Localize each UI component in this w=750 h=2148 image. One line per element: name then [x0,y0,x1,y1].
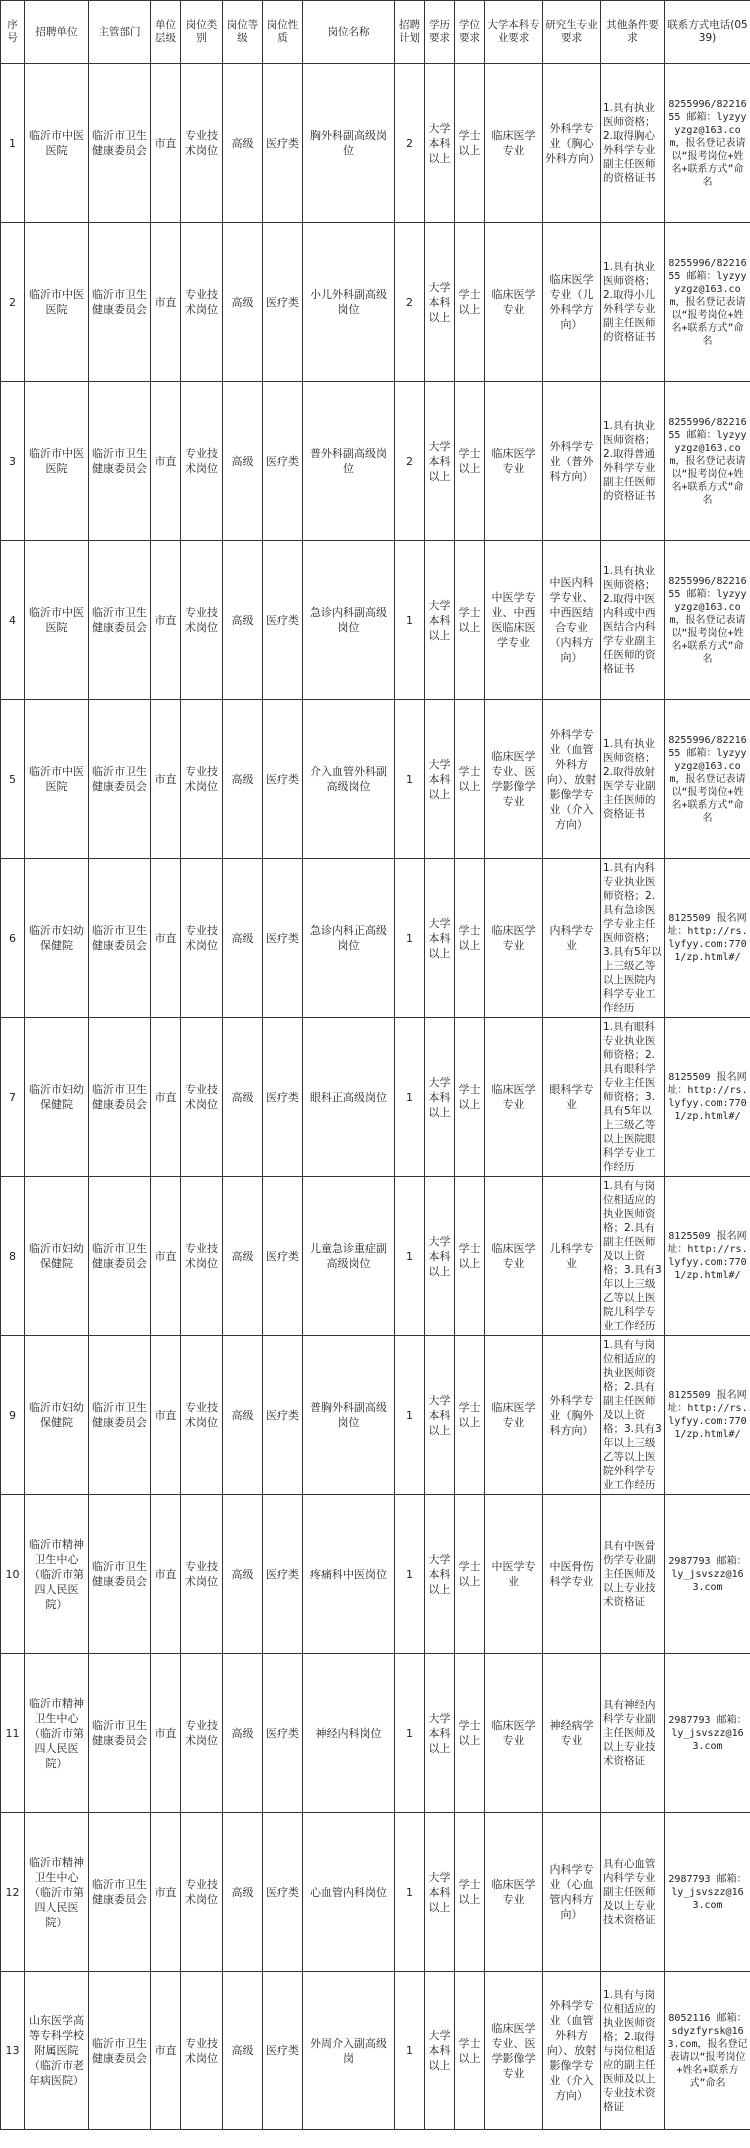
unit-level-cell: 市直 [151,700,181,859]
other-requirements-cell: 1.具有执业医师资格；2.取得普通外科学专业副主任医师的资格证书 [601,382,665,541]
post-nature-cell: 医疗类 [263,541,303,700]
serial-number-cell: 7 [1,1018,25,1177]
graduate-major-cell: 内科学专业（心血管内科方向） [543,1813,601,1972]
unit-level-cell: 市直 [151,1654,181,1813]
other-requirements-cell: 1.具有眼科专业执业医师资格；2.具有眼科学专业主任医师资格；3.具有5年以上三级乙等以上医院眼科学专业工作经历 [601,1018,665,1177]
education-req-cell: 大学本科以上 [425,1813,455,1972]
contact-info-cell: 8255996/8221655 邮箱：lyzyyyzgz@163.com，报名登记表请以“报考岗位+姓名+联系方式”命名 [665,541,750,700]
education-req-cell: 大学本科以上 [425,1018,455,1177]
other-requirements-cell: 1.具有与岗位相适应的执业医师资格；2.具有副主任医师及以上资格；3.具有3年以上三级乙等以上医院儿科学专业工作经历 [601,1177,665,1336]
column-header: 学历要求 [425,1,455,64]
column-header: 联系方式电话(0539) [665,1,750,64]
post-category-cell: 专业技术岗位 [181,1495,223,1654]
post-grade-cell: 高级 [223,700,263,859]
hiring-count-cell: 2 [395,223,425,382]
degree-req-cell: 学士以上 [455,1972,485,2130]
education-req-cell: 大学本科以上 [425,64,455,223]
graduate-major-cell: 外科学专业（血管外科方向）、放射影像学专业（介入方向） [543,1972,601,2130]
table-row [1,1813,750,1972]
post-name-cell: 神经内科岗位 [303,1654,395,1813]
post-grade-cell: 高级 [223,382,263,541]
contact-info-cell: 8052116 邮箱：sdyzfyrsk@163.com，报名登记表请以“报考岗位+姓名+联系方式”命名 [665,1972,750,2130]
hiring-count-cell: 2 [395,382,425,541]
unit-level-cell: 市直 [151,64,181,223]
post-grade-cell: 高级 [223,1336,263,1495]
unit-level-cell: 市直 [151,382,181,541]
serial-number-cell: 4 [1,541,25,700]
post-grade-cell: 高级 [223,64,263,223]
undergrad-major-cell: 临床医学专业 [485,1018,543,1177]
column-header: 岗位类别 [181,1,223,64]
contact-info-cell: 8125509 报名网址：http://rs.lyfyy.com:7701/zp.html#/ [665,859,750,1018]
post-name-cell: 外周介入副高级岗 [303,1972,395,2130]
education-req-cell: 大学本科以上 [425,1654,455,1813]
serial-number-cell: 3 [1,382,25,541]
post-nature-cell: 医疗类 [263,700,303,859]
employer-cell: 临沂市中医医院 [25,223,89,382]
column-header: 其他条件要求 [601,1,665,64]
unit-level-cell: 市直 [151,1813,181,1972]
post-grade-cell: 高级 [223,1018,263,1177]
post-name-cell: 胸外科副高级岗位 [303,64,395,223]
undergrad-major-cell: 临床医学专业、医学影像学专业 [485,1972,543,2130]
degree-req-cell: 学士以上 [455,1495,485,1654]
unit-level-cell: 市直 [151,1972,181,2130]
post-category-cell: 专业技术岗位 [181,1336,223,1495]
serial-number-cell: 6 [1,859,25,1018]
graduate-major-cell: 内科学专业 [543,859,601,1018]
contact-info-cell: 8255996/8221655 邮箱：lyzyyyzgz@163.com，报名登记表请以“报考岗位+姓名+联系方式”命名 [665,382,750,541]
employer-cell: 临沂市妇幼保健院 [25,859,89,1018]
graduate-major-cell: 眼科学专业 [543,1018,601,1177]
degree-req-cell: 学士以上 [455,223,485,382]
table-row [1,223,750,382]
hiring-count-cell: 1 [395,1177,425,1336]
post-name-cell: 心血管内科岗位 [303,1813,395,1972]
column-header: 招聘计划 [395,1,425,64]
table-row [1,1972,750,2130]
contact-info-cell: 8255996/8221655 邮箱：lyzyyyzgz@163.com，报名登记表请以“报考岗位+姓名+联系方式”命名 [665,223,750,382]
graduate-major-cell: 临床医学专业（儿外科学方向） [543,223,601,382]
undergrad-major-cell: 临床医学专业 [485,859,543,1018]
hiring-count-cell: 1 [395,700,425,859]
department-cell: 临沂市卫生健康委员会 [89,1495,151,1654]
serial-number-cell: 8 [1,1177,25,1336]
serial-number-cell: 11 [1,1654,25,1813]
other-requirements-cell: 1.具有与岗位相适应的执业医师资格；2.取得与岗位相适应的副主任医师及以上专业技术资格证 [601,1972,665,2130]
degree-req-cell: 学士以上 [455,859,485,1018]
hiring-count-cell: 2 [395,64,425,223]
table-row [1,1177,750,1336]
post-category-cell: 专业技术岗位 [181,541,223,700]
employer-cell: 山东医学高等专科学校附属医院（临沂市老年病医院） [25,1972,89,2130]
department-cell: 临沂市卫生健康委员会 [89,859,151,1018]
hiring-count-cell: 1 [395,1972,425,2130]
undergrad-major-cell: 中医学专业、中西医临床医学专业 [485,541,543,700]
other-requirements-cell: 1.具有内科专业执业医师资格；2.具有急诊医学专业主任医师资格；3.具有5年以上三级乙等以上医院内科学专业工作经历 [601,859,665,1018]
post-grade-cell: 高级 [223,1495,263,1654]
unit-level-cell: 市直 [151,1336,181,1495]
column-header: 序号 [1,1,25,64]
post-category-cell: 专业技术岗位 [181,382,223,541]
other-requirements-cell: 具有神经内科学专业副主任医师及以上专业技术资格证 [601,1654,665,1813]
post-name-cell: 眼科正高级岗位 [303,1018,395,1177]
serial-number-cell: 2 [1,223,25,382]
serial-number-cell: 10 [1,1495,25,1654]
degree-req-cell: 学士以上 [455,1177,485,1336]
education-req-cell: 大学本科以上 [425,541,455,700]
other-requirements-cell: 1.具有执业医师资格；2.取得小儿外科学专业副主任医师的资格证书 [601,223,665,382]
contact-info-cell: 8125509 报名网址：http://rs.lyfyy.com:7701/zp.html#/ [665,1177,750,1336]
department-cell: 临沂市卫生健康委员会 [89,223,151,382]
department-cell: 临沂市卫生健康委员会 [89,1654,151,1813]
employer-cell: 临沂市中医医院 [25,541,89,700]
employer-cell: 临沂市妇幼保健院 [25,1018,89,1177]
column-header: 主管部门 [89,1,151,64]
post-category-cell: 专业技术岗位 [181,1654,223,1813]
department-cell: 临沂市卫生健康委员会 [89,64,151,223]
post-nature-cell: 医疗类 [263,859,303,1018]
table-row [1,64,750,223]
unit-level-cell: 市直 [151,1177,181,1336]
column-header: 岗位名称 [303,1,395,64]
other-requirements-cell: 1.具有与岗位相适应的执业医师资格；2.具有副主任医师及以上资格；3.具有3年以上三级乙等以上医院外科学专业工作经历 [601,1336,665,1495]
other-requirements-cell: 1.具有执业医师资格；2.取得放射医学专业副主任医师的资格证书 [601,700,665,859]
education-req-cell: 大学本科以上 [425,1336,455,1495]
education-req-cell: 大学本科以上 [425,859,455,1018]
employer-cell: 临沂市精神卫生中心（临沂市第四人民医院） [25,1495,89,1654]
degree-req-cell: 学士以上 [455,1813,485,1972]
serial-number-cell: 12 [1,1813,25,1972]
table-body [1,64,750,2130]
unit-level-cell: 市直 [151,1018,181,1177]
post-name-cell: 普外科副高级岗位 [303,382,395,541]
post-category-cell: 专业技术岗位 [181,700,223,859]
employer-cell: 临沂市妇幼保健院 [25,1177,89,1336]
graduate-major-cell: 儿科学专业 [543,1177,601,1336]
post-category-cell: 专业技术岗位 [181,859,223,1018]
post-category-cell: 专业技术岗位 [181,1813,223,1972]
degree-req-cell: 学士以上 [455,1654,485,1813]
department-cell: 临沂市卫生健康委员会 [89,1177,151,1336]
contact-info-cell: 8125509 报名网址：http://rs.lyfyy.com:7701/zp.html#/ [665,1018,750,1177]
post-grade-cell: 高级 [223,1177,263,1336]
post-category-cell: 专业技术岗位 [181,64,223,223]
post-category-cell: 专业技术岗位 [181,223,223,382]
table-row [1,1336,750,1495]
serial-number-cell: 5 [1,700,25,859]
table-row [1,541,750,700]
employer-cell: 临沂市妇幼保健院 [25,1336,89,1495]
other-requirements-cell: 1.具有执业医师资格；2.取得胸心外科学专业副主任医师的资格证书 [601,64,665,223]
column-header: 岗位性质 [263,1,303,64]
column-header: 学位要求 [455,1,485,64]
serial-number-cell: 13 [1,1972,25,2130]
hiring-count-cell: 1 [395,1654,425,1813]
post-nature-cell: 医疗类 [263,223,303,382]
education-req-cell: 大学本科以上 [425,223,455,382]
undergrad-major-cell: 临床医学专业 [485,223,543,382]
graduate-major-cell: 神经病学专业 [543,1654,601,1813]
unit-level-cell: 市直 [151,859,181,1018]
hiring-count-cell: 1 [395,859,425,1018]
education-req-cell: 大学本科以上 [425,700,455,859]
unit-level-cell: 市直 [151,1495,181,1654]
hiring-count-cell: 1 [395,1336,425,1495]
hiring-count-cell: 1 [395,541,425,700]
contact-info-cell: 2987793 邮箱：ly_jsvszz@163.com [665,1654,750,1813]
table-row [1,1018,750,1177]
post-nature-cell: 医疗类 [263,1336,303,1495]
post-grade-cell: 高级 [223,541,263,700]
post-nature-cell: 医疗类 [263,1018,303,1177]
header-row [1,1,750,64]
table-row [1,700,750,859]
table-row [1,859,750,1018]
column-header: 大学本科专业要求 [485,1,543,64]
contact-info-cell: 8125509 报名网址：http://rs.lyfyy.com:7701/zp.html#/ [665,1336,750,1495]
other-requirements-cell: 具有心血管内科学专业副主任医师及以上专业技术资格证 [601,1813,665,1972]
post-nature-cell: 医疗类 [263,1813,303,1972]
post-name-cell: 急诊内科正高级岗位 [303,859,395,1018]
post-grade-cell: 高级 [223,1654,263,1813]
education-req-cell: 大学本科以上 [425,382,455,541]
contact-info-cell: 8255996/8221655 邮箱：lyzyyyzgz@163.com，报名登记表请以“报考岗位+姓名+联系方式”命名 [665,64,750,223]
graduate-major-cell: 外科学专业（胸心外科方向） [543,64,601,223]
hiring-count-cell: 1 [395,1813,425,1972]
post-nature-cell: 医疗类 [263,64,303,223]
employer-cell: 临沂市精神卫生中心（临沂市第四人民医院） [25,1813,89,1972]
undergrad-major-cell: 临床医学专业 [485,382,543,541]
post-nature-cell: 医疗类 [263,1654,303,1813]
graduate-major-cell: 中医内科学专业、中西医结合专业（内科方向） [543,541,601,700]
contact-info-cell: 2987793 邮箱：ly_jsvszz@163.com [665,1495,750,1654]
department-cell: 临沂市卫生健康委员会 [89,700,151,859]
unit-level-cell: 市直 [151,541,181,700]
serial-number-cell: 9 [1,1336,25,1495]
undergrad-major-cell: 临床医学专业 [485,1813,543,1972]
post-name-cell: 急诊内科副高级岗位 [303,541,395,700]
column-header: 招聘单位 [25,1,89,64]
post-category-cell: 专业技术岗位 [181,1177,223,1336]
post-grade-cell: 高级 [223,1972,263,2130]
hiring-count-cell: 1 [395,1018,425,1177]
serial-number-cell: 1 [1,64,25,223]
education-req-cell: 大学本科以上 [425,1972,455,2130]
table-row [1,1495,750,1654]
undergrad-major-cell: 临床医学专业 [485,1336,543,1495]
employer-cell: 临沂市中医医院 [25,382,89,541]
post-grade-cell: 高级 [223,1813,263,1972]
post-category-cell: 专业技术岗位 [181,1972,223,2130]
department-cell: 临沂市卫生健康委员会 [89,1018,151,1177]
undergrad-major-cell: 临床医学专业、医学影像学专业 [485,700,543,859]
department-cell: 临沂市卫生健康委员会 [89,382,151,541]
post-nature-cell: 医疗类 [263,1177,303,1336]
department-cell: 临沂市卫生健康委员会 [89,1336,151,1495]
education-req-cell: 大学本科以上 [425,1177,455,1336]
post-name-cell: 疼痛科中医岗位 [303,1495,395,1654]
column-header: 单位层级 [151,1,181,64]
post-name-cell: 儿童急诊重症副高级岗位 [303,1177,395,1336]
table-row [1,382,750,541]
department-cell: 临沂市卫生健康委员会 [89,1813,151,1972]
post-grade-cell: 高级 [223,859,263,1018]
undergrad-major-cell: 临床医学专业 [485,64,543,223]
undergrad-major-cell: 中医学专业 [485,1495,543,1654]
graduate-major-cell: 外科学专业（普外科方向） [543,382,601,541]
unit-level-cell: 市直 [151,223,181,382]
column-header: 岗位等级 [223,1,263,64]
graduate-major-cell: 中医骨伤科学专业 [543,1495,601,1654]
table-row [1,1654,750,1813]
contact-info-cell: 8255996/8221655 邮箱：lyzyyyzgz@163.com，报名登记表请以“报考岗位+姓名+联系方式”命名 [665,700,750,859]
degree-req-cell: 学士以上 [455,1336,485,1495]
graduate-major-cell: 外科学专业（血管外科方向）、放射影像学专业（介入方向） [543,700,601,859]
department-cell: 临沂市卫生健康委员会 [89,1972,151,2130]
hiring-count-cell: 1 [395,1495,425,1654]
post-name-cell: 小儿外科副高级岗位 [303,223,395,382]
post-nature-cell: 医疗类 [263,382,303,541]
contact-info-cell: 2987793 邮箱：ly_jsvszz@163.com [665,1813,750,1972]
post-name-cell: 普胸外科副高级岗位 [303,1336,395,1495]
degree-req-cell: 学士以上 [455,700,485,859]
other-requirements-cell: 1.具有执业医师资格；2.取得中医内科或中西医结合内科学专业副主任医师的资格证书 [601,541,665,700]
employer-cell: 临沂市精神卫生中心（临沂市第四人民医院） [25,1654,89,1813]
undergrad-major-cell: 临床医学专业 [485,1177,543,1336]
department-cell: 临沂市卫生健康委员会 [89,541,151,700]
graduate-major-cell: 外科学专业（胸外科方向） [543,1336,601,1495]
column-header: 研究生专业要求 [543,1,601,64]
post-grade-cell: 高级 [223,223,263,382]
post-nature-cell: 医疗类 [263,1972,303,2130]
degree-req-cell: 学士以上 [455,382,485,541]
post-category-cell: 专业技术岗位 [181,1018,223,1177]
employer-cell: 临沂市中医医院 [25,64,89,223]
education-req-cell: 大学本科以上 [425,1495,455,1654]
other-requirements-cell: 具有中医骨伤学专业副主任医师及以上专业技术资格证 [601,1495,665,1654]
degree-req-cell: 学士以上 [455,64,485,223]
post-nature-cell: 医疗类 [263,1495,303,1654]
undergrad-major-cell: 临床医学专业 [485,1654,543,1813]
degree-req-cell: 学士以上 [455,541,485,700]
degree-req-cell: 学士以上 [455,1018,485,1177]
employer-cell: 临沂市中医医院 [25,700,89,859]
post-name-cell: 介入血管外科副高级岗位 [303,700,395,859]
